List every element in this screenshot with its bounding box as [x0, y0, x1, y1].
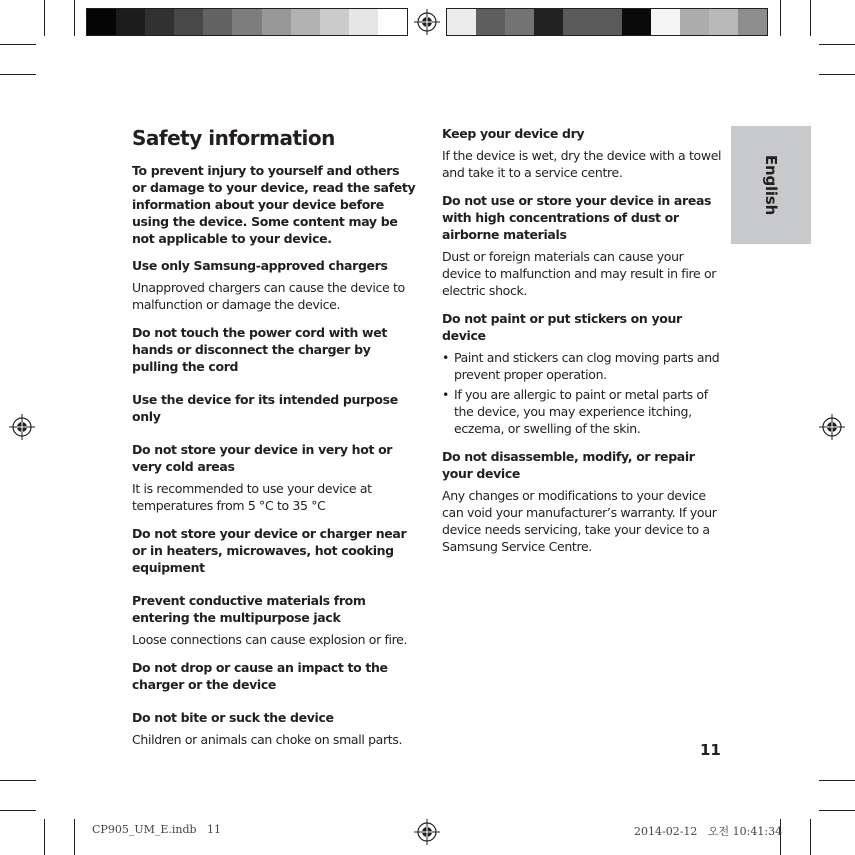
left-column	[132, 126, 416, 759]
crop-mark	[74, 819, 75, 855]
crop-mark	[0, 44, 36, 45]
section-heading: Keep your device dry	[442, 126, 585, 141]
section-body: Unapproved chargers can cause the device to malfunction or damage the device.	[132, 280, 405, 312]
color-swatch	[622, 9, 652, 35]
registration-mark-icon	[819, 414, 845, 440]
section-body: Children or animals can choke on small parts.	[132, 732, 403, 747]
color-swatch	[291, 9, 321, 35]
section-heading: Use the device for its intended purpose only	[132, 392, 398, 424]
crop-mark	[0, 74, 36, 75]
bullet-icon: •	[442, 350, 450, 365]
section-heading: Use only Samsung-approved chargers	[132, 258, 388, 273]
color-swatch	[320, 9, 350, 35]
registration-mark-icon	[9, 414, 35, 440]
bullet-icon: •	[442, 387, 450, 402]
section-heading: Do not drop or cause an impact to the charger or the device	[132, 660, 388, 692]
color-swatch	[349, 9, 379, 35]
left-sections	[132, 257, 416, 748]
color-swatch	[505, 9, 535, 35]
crop-mark	[819, 780, 855, 781]
section-heading: Do not disassemble, modify, or repair your device	[442, 449, 695, 481]
footer-datetime: 2014-02-12 오전 10:41:34	[634, 825, 783, 838]
color-swatch	[116, 9, 146, 35]
registration-mark-icon	[414, 819, 440, 845]
page-title: Safety information	[132, 126, 335, 150]
crop-mark	[819, 44, 855, 45]
section-body: Dust or foreign materials can cause your device to malfunction and may result in fire or electric shock.	[442, 249, 717, 298]
language-tab-label: English	[762, 154, 780, 216]
color-swatch	[174, 9, 204, 35]
section-heading: Do not store your device or charger near or in heaters, microwaves, hot cooking equipment	[132, 526, 407, 575]
crop-mark	[44, 819, 45, 855]
crop-mark	[810, 0, 811, 36]
registration-mark-icon	[414, 9, 440, 35]
crop-mark	[0, 780, 36, 781]
color-swatch	[87, 9, 117, 35]
crop-mark	[810, 819, 811, 855]
color-bar-left	[86, 8, 408, 36]
section-heading: Do not store your device in very hot or very cold areas	[132, 442, 393, 474]
color-bar-right	[446, 8, 768, 36]
crop-mark	[819, 810, 855, 811]
section-body: If the device is wet, dry the device with a towel and take it to a service centre.	[442, 148, 722, 180]
section-heading: Do not paint or put stickers on your device	[442, 311, 682, 343]
color-swatch	[680, 9, 710, 35]
crop-mark	[74, 0, 75, 36]
bullet-text: Paint and stickers can clog moving parts and prevent proper operation.	[454, 350, 720, 382]
color-swatch	[563, 9, 593, 35]
color-swatch	[651, 9, 681, 35]
section-heading: Prevent conductive materials from entering the multipurpose jack	[132, 593, 366, 625]
crop-mark	[44, 0, 45, 36]
section-heading: Do not use or store your device in areas with high concentrations of dust or airborne materials	[442, 193, 712, 242]
color-swatch	[262, 9, 292, 35]
color-swatch	[476, 9, 506, 35]
color-swatch	[447, 9, 477, 35]
crop-mark	[819, 74, 855, 75]
section-body: It is recommended to use your device at temperatures from 5 °C to 35 °C	[132, 481, 372, 513]
color-swatch	[232, 9, 262, 35]
page-number: 11	[700, 741, 721, 759]
bullet-text: If you are allergic to paint or metal parts of the device, you may experience itching, eczema, or swelling of the skin.	[454, 387, 708, 436]
right-column	[442, 125, 724, 566]
section-body: Any changes or modifications to your device can void your manufacturer’s warranty. If your device needs servicing, take your device to a Samsung Service Centre.	[442, 488, 717, 554]
color-swatch	[592, 9, 622, 35]
color-swatch	[709, 9, 739, 35]
footer-file-name: CP905_UM_E.indb 11	[92, 823, 222, 836]
crop-mark	[780, 0, 781, 36]
intro-text: To prevent injury to yourself and others or damage to your device, read the safety information about your device before using the device. Some content may be not applicable to your device.	[132, 163, 416, 246]
color-swatch	[378, 9, 408, 35]
bullet-list	[442, 349, 724, 437]
language-tab	[731, 126, 811, 244]
bullet-item	[442, 349, 724, 383]
section-body: Loose connections can cause explosion or fire.	[132, 632, 408, 647]
color-swatch	[145, 9, 175, 35]
color-swatch	[203, 9, 233, 35]
right-sections	[442, 125, 724, 555]
color-swatch	[534, 9, 564, 35]
color-swatch	[738, 9, 768, 35]
section-heading: Do not touch the power cord with wet hands or disconnect the charger by pulling the cord	[132, 325, 387, 374]
section-heading: Do not bite or suck the device	[132, 710, 334, 725]
bullet-item	[442, 386, 724, 437]
crop-mark	[0, 810, 36, 811]
